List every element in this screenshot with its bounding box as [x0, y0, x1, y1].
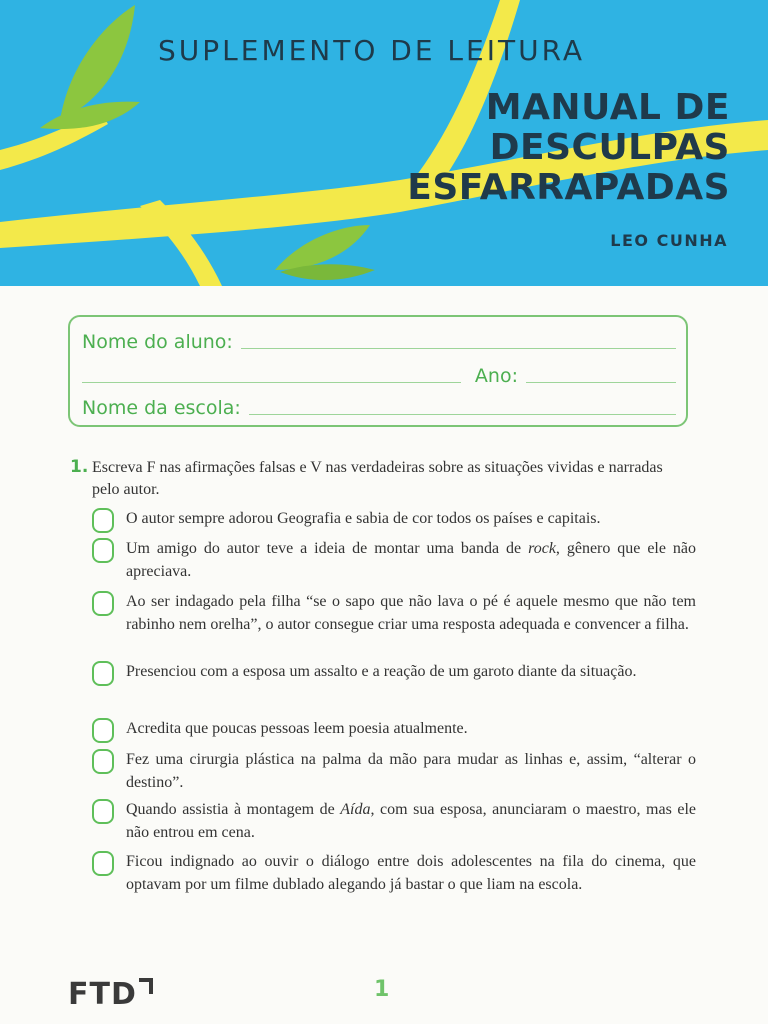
statement-text: Ficou indignado ao ouvir o diálogo entre dois adolescentes na fila do cinema, que optavam por um filme dublado alegando já bastar o que liam na escola. [126, 853, 696, 893]
answer-checkbox[interactable] [92, 851, 114, 876]
answer-checkbox[interactable] [92, 591, 114, 616]
book-title-line: ESFARRAPADAS [407, 167, 730, 208]
cover-banner [0, 0, 768, 286]
statement-item [92, 591, 696, 636]
book-title [407, 88, 730, 208]
student-name-label: Nome do aluno: [82, 331, 233, 353]
statement-text: Um amigo do autor teve a ideia de montar uma banda de rock, gênero que ele não apreciava. [126, 540, 696, 580]
statement-text: O autor sempre adorou Geografia e sabia de cor todos os países e capitais. [126, 510, 601, 527]
statement-item [92, 661, 696, 684]
answer-checkbox[interactable] [92, 538, 114, 563]
school-name-row [82, 397, 676, 419]
author-name: LEO CUNHA [610, 231, 728, 250]
statement-item [92, 851, 696, 896]
answer-checkbox[interactable] [92, 508, 114, 533]
emphasis-text: Aída [340, 801, 371, 818]
year-field[interactable] [526, 381, 676, 383]
publisher-name: FTD [68, 976, 137, 1012]
answer-checkbox[interactable] [92, 749, 114, 774]
school-name-field[interactable] [249, 413, 676, 415]
statement-item [92, 799, 696, 844]
statement-item [92, 538, 696, 583]
statement-text: Acredita que poucas pessoas leem poesia atualmente. [126, 720, 468, 737]
student-name-row [82, 331, 676, 353]
student-name-field[interactable] [241, 347, 676, 349]
student-info-box [68, 315, 688, 427]
statement-text: Ao ser indagado pela filha “se o sapo que não lava o pé é aquele mesmo que não tem rabinho nem orelha”, o autor consegue criar uma resposta adequada e convencer a filha. [126, 593, 696, 633]
publisher-logo [68, 976, 153, 1012]
answer-checkbox[interactable] [92, 799, 114, 824]
answer-checkbox[interactable] [92, 661, 114, 686]
statement-item [92, 508, 696, 531]
answer-checkbox[interactable] [92, 718, 114, 743]
student-name-continuation-field[interactable] [82, 381, 461, 383]
logo-corner-icon [139, 978, 153, 994]
statement-text: Fez uma cirurgia plástica na palma da mão para mudar as linhas e, assim, “alterar o destino”. [126, 751, 696, 791]
emphasis-text: rock [528, 540, 556, 557]
statement-text: Quando assistia à montagem de Aída, com sua esposa, anunciaram o maestro, mas ele não entrou em cena. [126, 801, 696, 841]
book-title-line: MANUAL DE [485, 87, 730, 128]
statement-item [92, 718, 696, 741]
statement-text: Presenciou com a esposa um assalto e a reação de um garoto diante da situação. [126, 663, 637, 680]
year-label: Ano: [474, 365, 518, 387]
year-row [82, 365, 676, 387]
question-prompt: Escreva F nas afirmações falsas e V nas verdadeiras sobre as situações vividas e narradas pelo autor. [92, 459, 663, 498]
supplement-label: SUPLEMENTO DE LEITURA [158, 34, 586, 67]
question-number: 1. [70, 457, 89, 477]
statement-item [92, 749, 696, 794]
page-number: 1 [374, 977, 390, 1002]
book-title-line: DESCULPAS [489, 127, 730, 168]
school-name-label: Nome da escola: [82, 397, 241, 419]
